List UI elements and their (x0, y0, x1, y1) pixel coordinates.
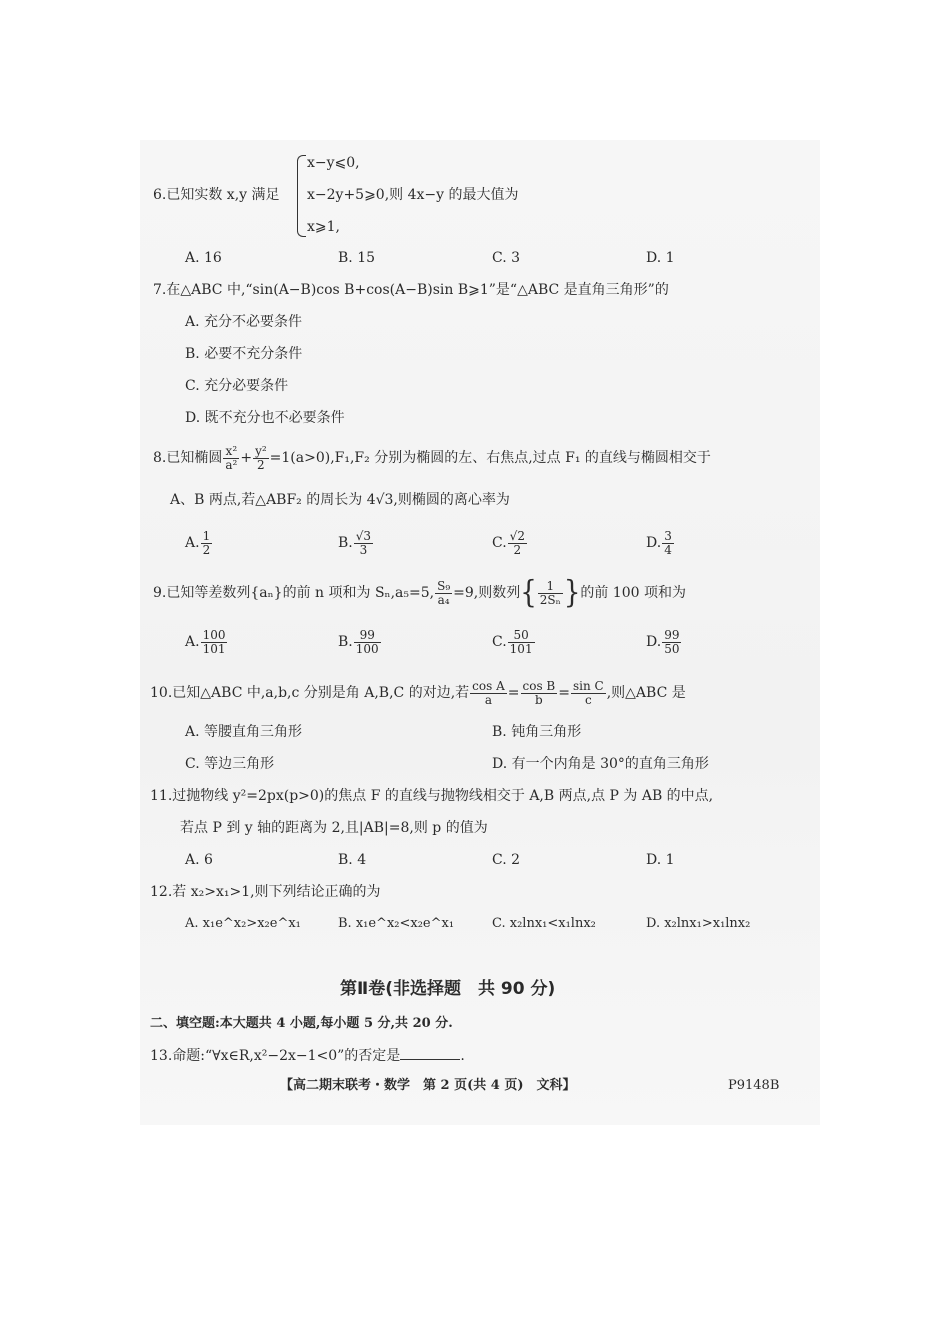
q11-option-c: C. 2 (492, 852, 521, 868)
q12-option-d: D. x₂lnx₁>x₁lnx₂ (646, 916, 751, 931)
q8-option-c: C. $\frac{√2}{2}$ (492, 528, 525, 557)
q11-option-a: A. 6 (185, 852, 213, 868)
q12-option-c: C. x₂lnx₁<x₁lnx₂ (492, 916, 596, 931)
q13-stem: 13.命题:“∀x∈R,x²−2x−1<0”的否定是 . (150, 1048, 465, 1064)
q7-option-a: A. 充分不必要条件 (185, 314, 303, 330)
q11-line2: 若点 P 到 y 轴的距离为 2,且|AB|=8,则 p 的值为 (180, 820, 488, 836)
q12-option-b: B. x₁e^x₂<x₂e^x₁ (338, 916, 455, 931)
q10-stem: 10.已知△ABC 中,a,b,c 分别是角 A,B,C 的对边,若 $\frac{\text{cos A}}{a}$ = $\frac{\text{cos B}}{b}$ = $\frac{\text{sin C}}{c}$ ,则△ABC 是 (150, 678, 686, 707)
q6-option-d: D. 1 (646, 250, 675, 266)
q8-frac-x: $\frac{\text{x²}}{\text{a²}}$ (225, 443, 238, 472)
q6-condition-1: x−y⩽0, (307, 155, 360, 171)
q9-option-c: C. $\frac{50}{101}$ (492, 627, 533, 656)
q9-stem: 9.已知等差数列{aₙ}的前 n 项和为 Sₙ,a₅=5, $\frac{\text{S₉}}{\text{a₄}}$ =9,则数列{ $\frac{1}{\text{2Sₙ}}$ }的前 100 项和为 (153, 575, 686, 611)
q7-option-b: B. 必要不充分条件 (185, 346, 303, 362)
q6-option-c: C. 3 (492, 250, 521, 266)
q8-option-d: D. $\frac{3}{4}$ (646, 528, 672, 557)
q11-option-b: B. 4 (338, 852, 367, 868)
section-2-title: 第Ⅱ卷(非选择题 共 90 分) (340, 979, 556, 999)
q12-stem: 12.若 x₂>x₁>1,则下列结论正确的为 (150, 884, 381, 900)
q10-option-c: C. 等边三角形 (185, 756, 275, 772)
q6-stem: 6.已知实数 x,y 满足 (153, 187, 280, 203)
q8-frac-y: $\frac{\text{y²}}{2}$ (255, 443, 267, 472)
q6-condition-3: x⩾1, (307, 219, 340, 235)
q10-option-d: D. 有一个内角是 30°的直角三角形 (492, 756, 709, 772)
footer-page-info: 【高二期末联考・数学 第 2 页(共 4 页) 文科】 (280, 1078, 576, 1093)
q13-answer-blank (400, 1047, 460, 1060)
q9-option-b: B. $\frac{99}{100}$ (338, 627, 379, 656)
fill-in-heading: 二、填空题:本大题共 4 小题,每小题 5 分,共 20 分. (150, 1016, 453, 1031)
q7-option-d: D. 既不充分也不必要条件 (185, 410, 345, 426)
q10-option-b: B. 钝角三角形 (492, 724, 582, 740)
footer-code: P9148B (728, 1078, 780, 1093)
q8-line2: A、B 两点,若△ABF₂ 的周长为 4√3,则椭圆的离心率为 (170, 492, 510, 508)
q8-option-b: B. $\frac{√3}{3}$ (338, 528, 372, 557)
q7-option-c: C. 充分必要条件 (185, 378, 289, 394)
q11-line1: 11.过抛物线 y²=2px(p>0)的焦点 F 的直线与抛物线相交于 A,B 两点,点 P 为 AB 的中点, (150, 788, 714, 804)
q6-option-b: B. 15 (338, 250, 376, 266)
q8-stem: 8.已知椭圆 $\frac{\text{x²}}{\text{a²}}$ + $\frac{\text{y²}}{2}$ =1(a>0),F₁,F₂ 分别为椭圆的左、右焦点,过点 F₁ 的直线与椭圆相交于 (153, 443, 711, 472)
q6-condition-2: x−2y+5⩾0,则 4x−y 的最大值为 (307, 187, 519, 203)
q9-option-d: D. $\frac{99}{50}$ (646, 627, 680, 656)
q11-option-d: D. 1 (646, 852, 675, 868)
q7-stem: 7.在△ABC 中,“sin(A−B)cos B+cos(A−B)sin B⩾1”是“△ABC 是直角三角形”的 (153, 282, 669, 298)
q8-option-a: A. $\frac{1}{2}$ (185, 528, 211, 557)
q9-option-a: A. $\frac{100}{101}$ (185, 627, 226, 656)
q6-brace (297, 155, 306, 237)
q10-option-a: A. 等腰直角三角形 (185, 724, 303, 740)
q6-option-a: A. 16 (185, 250, 222, 266)
q12-option-a: A. x₁e^x₂>x₂e^x₁ (185, 916, 301, 931)
